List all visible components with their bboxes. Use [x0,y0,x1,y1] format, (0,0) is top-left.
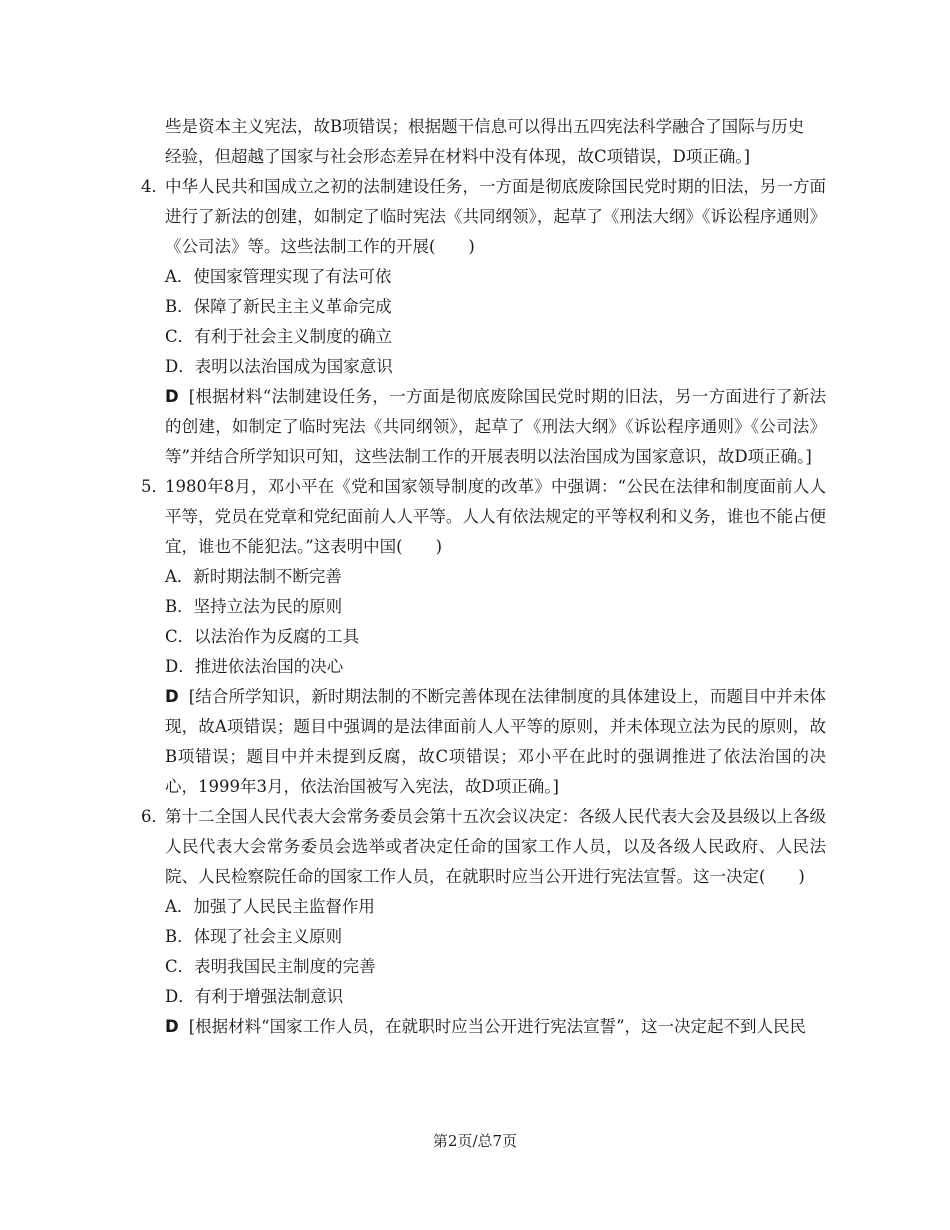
question-5-option-a: A．新时期法制不断完善 [165,567,342,586]
question-6-stem [138,802,826,892]
question-4-option-a: A．使国家管理实现了有法可依 [165,267,392,286]
question-5-text: 1980年8月，邓小平在《党和国家领导制度的改革》中强调：“公民在法律和制度面前人人平等，党员在党章和党纪面前人人平等。人人有依法规定的平等权利和义务，谁也不能占便宜，谁也不能犯法。”这表明中国( ) [165,477,826,556]
question-6-text: 第十二全国人民代表大会常务委员会第十五次会议决定：各级人民代表大会及县级以上各级人民代表大会常务委员会选举或者决定任命的国家工作人员，以及各级人民政府、人民法院、人民检察院任命的国家工作人员，在就职时应当公开进行宪法宣誓。这一决定( ) [165,807,826,886]
page-footer: 第2页/总7页 [432,1132,518,1150]
question-5-stem [138,472,826,562]
question-4-option-d: D．表明以法治国成为国家意识 [165,357,393,376]
question-6-number: 6． [141,807,168,826]
page-content [138,112,826,1042]
question-6-option-c: C．表明我国民主制度的完善 [165,957,376,976]
question-5-explanation: [结合所学知识，新时期法制的不断完善体现在法律制度的具体建设上，而题目中并未体现，故A项错误；题目中强调的是法律面前人人平等的原则，并未体现立法为民的原则，故B项错误；题目中并未提到反腐，故C项错误；邓小平在此时的强调推进了依法治国的决心，1999年3月，依法治国被写入宪法，故D项正确。] [165,687,826,796]
question-5-option-d: D．推进依法治国的决心 [165,657,344,676]
question-6-option-a: A．加强了人民民主监督作用 [165,897,375,916]
question-4-answer [138,382,826,472]
question-5-option-b: B．坚持立法为民的原则 [165,597,343,616]
continued-line-2: 经验，但超越了国家与社会形态差异在材料中没有体现，故C项错误，D项正确。] [165,147,751,166]
question-4-text: 中华人民共和国成立之初的法制建设任务，一方面是彻底废除国民党时期的旧法，另一方面进行了新法的创建，如制定了临时宪法《共同纲领》，起草了《刑法大纲》《诉讼程序通则》《公司法》等。这些法制工作的开展( ) [165,177,826,256]
question-5-option-c: C．以法治作为反腐的工具 [165,627,360,646]
question-4-explanation: [根据材料“法制建设任务，一方面是彻底废除国民党时期的旧法，另一方面进行了新法的创建，如制定了临时宪法《共同纲领》，起草了《刑法大纲》《诉讼程序通则》《公司法》等”并结合所学知识可知，这些法制工作的开展表明以法治国成为国家意识，故D项正确。] [165,387,826,466]
question-4-stem [138,172,826,262]
question-5-answer [138,682,826,802]
question-6-answer-key: D [165,1017,179,1036]
question-4-answer-key: D [165,387,179,406]
continued-line-1: 些是资本主义宪法，故B项错误；根据题干信息可以得出五四宪法科学融合了国际与历史 [165,117,805,136]
question-6-option-b: B．体现了社会主义原则 [165,927,343,946]
continued-answer [138,112,826,172]
question-4-number: 4． [141,177,168,196]
question-4-option-b: B．保障了新民主主义革命完成 [165,297,392,316]
question-6-answer [138,1012,826,1042]
question-5-number: 5． [141,477,168,496]
question-6-option-d: D．有利于增强法制意识 [165,987,344,1006]
question-5-answer-key: D [165,687,179,706]
question-4-option-c: C．有利于社会主义制度的确立 [165,327,393,346]
question-6-explanation: [根据材料“国家工作人员，在就职时应当公开进行宪法宣誓”，这一决定起不到人民民 [188,1017,807,1036]
